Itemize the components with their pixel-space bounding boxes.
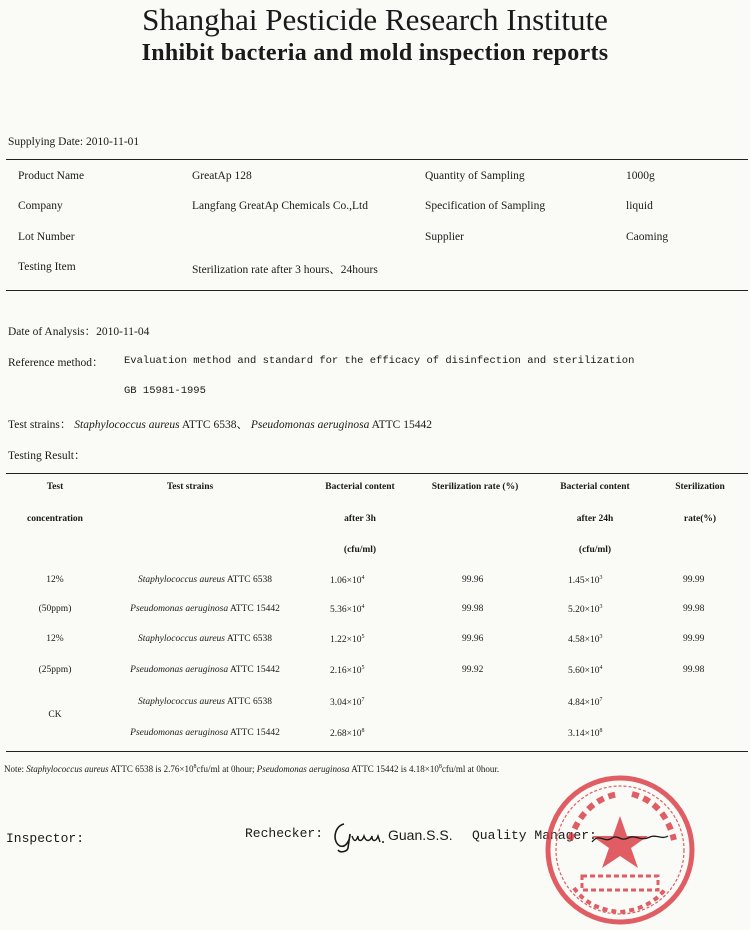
testing-item-value: Sterilization rate after 3 hours、24hours	[192, 264, 378, 276]
header-conc-2: concentration	[27, 514, 83, 524]
company-label: Company	[18, 200, 63, 212]
header-bc24-1: Bacterial content	[560, 482, 630, 492]
table-row-5-bc3: $3.04\times 10^7$	[330, 697, 365, 709]
strain-2-name: Pseudomonas aeruginosa	[250, 419, 370, 431]
testing-result-label: Testing Result：	[8, 450, 86, 462]
table-row-2-conc: (50ppm)	[38, 604, 72, 614]
company-value: Langfang GreatAp Chemicals Co.,Ltd	[192, 200, 368, 212]
table-row-1-sr3: 99.96	[462, 575, 484, 585]
header-bc24-2: after 24h	[576, 514, 614, 524]
table-row-4-bc24: $5.60\times 10^4$	[568, 665, 603, 677]
divider-table-top	[6, 473, 748, 474]
product-name-value: GreatAp 128	[192, 170, 252, 182]
table-row-5-bc24: $4.84\times 10^7$	[568, 697, 603, 709]
divider-info	[6, 290, 748, 291]
table-row-1-sr24: 99.99	[683, 575, 705, 585]
table-row-2-sr24: 99.98	[683, 604, 705, 614]
table-row-1-strain: Staphylococcus aureus ATTC 6538	[138, 575, 272, 585]
header-sr3: Sterilization rate (%)	[431, 482, 519, 492]
table-row-6-strain: Pseudomonas aeruginosa ATTC 15442	[130, 728, 280, 738]
header-strains: Test strains	[166, 482, 214, 492]
header-sr24-2: rate(%)	[683, 514, 717, 524]
analysis-date: Date of Analysis：2010-11-04	[8, 326, 150, 338]
method-text: Evaluation method and standard for the efficacy of disinfection and sterilization	[124, 355, 635, 367]
header-sr24-1: Sterilization	[675, 482, 725, 492]
table-row-3-sr3: 99.96	[462, 634, 484, 644]
table-row-5-strain: Staphylococcus aureus ATTC 6538	[138, 697, 272, 707]
table-row-1-bc24: $1.45\times 10^3$	[568, 575, 603, 587]
table-row-4-sr3: 99.92	[462, 665, 484, 675]
table-row-1-bc3: $1.06\times 10^4$	[330, 575, 365, 587]
table-row-3-bc3: $1.22\times 10^5$	[330, 634, 365, 646]
header-bc3-1: Bacterial content	[325, 482, 395, 492]
table-row-2-bc3: $5.36\times 10^4$	[330, 604, 365, 616]
report-title: Inhibit bacteria and mold inspection reports	[141, 40, 609, 66]
quality-manager-signature	[590, 828, 670, 848]
test-strains-label: Test strains：	[8, 419, 72, 431]
divider-top	[6, 159, 748, 160]
product-name-label: Product Name	[18, 170, 85, 182]
table-row-6-bc3: $2.68\times 10^8$	[330, 728, 365, 740]
table-row-4-conc: (25ppm)	[38, 665, 72, 675]
table-row-1-conc: 12%	[46, 575, 64, 585]
method-label: Reference method：	[8, 357, 104, 369]
supplying-date: Supplying Date: 2010-11-01	[8, 136, 140, 148]
institute-seal	[540, 770, 700, 930]
strain-2-code: ATTC 15442	[371, 419, 432, 431]
supplier-value: Caoming	[626, 231, 669, 243]
table-row-2-bc24: $5.20\times 10^3$	[568, 604, 603, 616]
header-conc-1: Test	[46, 482, 64, 492]
table-row-3-strain: Staphylococcus aureus ATTC 6538	[138, 634, 272, 644]
divider-table-bottom	[6, 751, 748, 752]
quantity-label: Quantity of Sampling	[425, 170, 525, 182]
table-row-3-bc24: $4.58\times 10^3$	[568, 634, 603, 646]
spec-label: Specification of Sampling	[425, 200, 546, 212]
header-bc24-3: (cfu/ml)	[578, 545, 612, 555]
test-strains-line	[8, 416, 432, 432]
rechecker-signature	[330, 818, 453, 854]
method-code: GB 15981-1995	[124, 385, 206, 397]
note: Note: Staphylococcus aureus ATTC 6538 is $2.76\times 10^8cfu/ml$ at 0hour; Pseudomonas aeruginosa ATTC 15442 is $4.18\times 10^8cfu/ml$ at 0hour.	[4, 764, 500, 774]
table-row-3-sr24: 99.99	[683, 634, 705, 644]
table-row-6-bc24: $3.14\times 10^8$	[568, 728, 603, 740]
supplier-label: Supplier	[425, 231, 464, 243]
spec-value: liquid	[626, 200, 653, 212]
rechecker-signature-text: Guan.S.S.	[388, 827, 453, 843]
table-row-4-sr24: 99.98	[683, 665, 705, 675]
inspector-label: Inspector:	[6, 831, 85, 846]
strain-1-name: Staphylococcus aureus	[74, 419, 180, 431]
header-bc3-3: (cfu/ml)	[343, 545, 377, 555]
quality-manager-label: Quality Manager:	[472, 828, 597, 843]
header-bc3-2: after 3h	[344, 514, 376, 524]
table-row-4-bc3: $2.16\times 10^5$	[330, 665, 365, 677]
lot-label: Lot Number	[18, 231, 75, 243]
quantity-value: 1000g	[626, 170, 655, 182]
strain-1-code: ATTC 6538、	[181, 419, 248, 431]
testing-item-label: Testing Item	[18, 261, 76, 273]
institute-title: Shanghai Pesticide Research Institute	[142, 2, 608, 37]
ck-label: CK	[48, 710, 62, 720]
table-row-3-conc: 12%	[46, 634, 64, 644]
table-row-2-sr3: 99.98	[462, 604, 484, 614]
rechecker-label: Rechecker:	[245, 826, 324, 841]
table-row-2-strain: Pseudomonas aeruginosa ATTC 15442	[130, 604, 280, 614]
table-row-4-strain: Pseudomonas aeruginosa ATTC 15442	[130, 665, 280, 675]
